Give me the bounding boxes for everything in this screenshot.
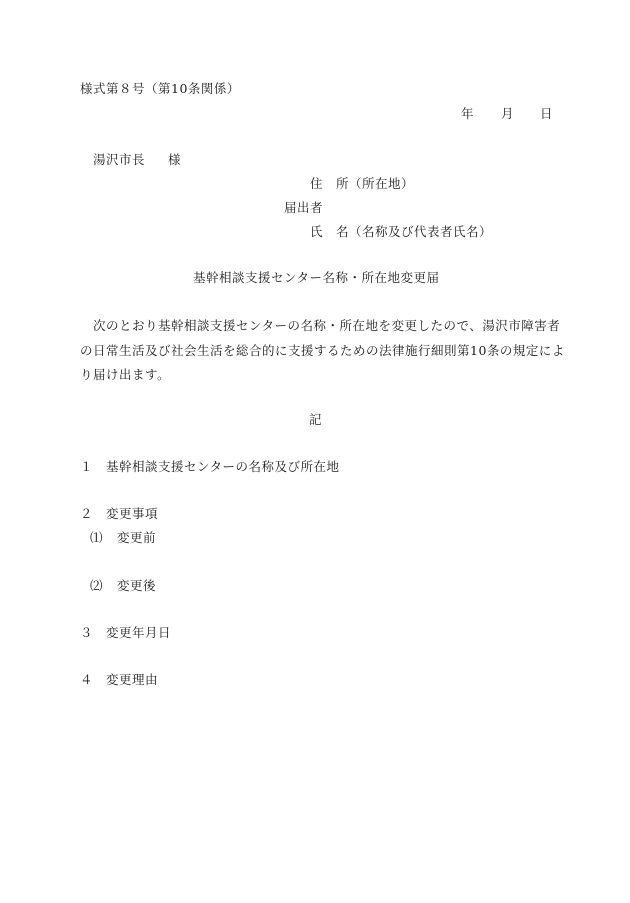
notifier-name-label-1: 氏 — [310, 224, 324, 239]
document-title: 基幹相談支援センター名称・所在地変更届 — [193, 270, 440, 285]
notifier-role: 届出者 — [284, 200, 324, 215]
item-1-number: １ — [80, 459, 94, 474]
item-4-number: ４ — [80, 672, 94, 687]
item-2-1-label: 変更前 — [117, 530, 157, 545]
item-2-label: 変更事項 — [106, 506, 159, 521]
form-number: 様式第８号（第10条関係） — [80, 81, 240, 96]
notifier-address-label-2: 所（所在地） — [336, 176, 415, 191]
notifier-address-label-1: 住 — [310, 176, 324, 191]
date-month: 月 — [501, 106, 515, 121]
date-year: 年 — [461, 106, 475, 121]
ki-mark: 記 — [309, 412, 323, 427]
item-2-2-label: 変更後 — [117, 578, 157, 593]
item-3-label: 変更年月日 — [106, 625, 172, 640]
item-2-number: ２ — [80, 506, 94, 521]
notifier-name-label-2: 名（名称及び代表者氏名） — [336, 224, 493, 239]
addressee-honorific: 様 — [168, 152, 182, 167]
body-line-2: の日常生活及び社会生活を総合的に支援するための法律施行細則第10条の規定によ — [80, 343, 565, 358]
addressee-city-mayor: 湯沢市長 — [93, 152, 146, 167]
item-4-label: 変更理由 — [106, 672, 159, 687]
item-1-label: 基幹相談支援センターの名称及び所在地 — [106, 459, 340, 474]
body-line-1: 次のとおり基幹相談支援センターの名称・所在地を変更したので、湯沢市障害者 — [93, 318, 561, 333]
body-line-3: り届け出ます。 — [80, 367, 171, 382]
item-2-2-number: ⑵ — [90, 578, 104, 593]
item-3-number: ３ — [80, 625, 94, 640]
date-day: 日 — [540, 106, 554, 121]
item-2-1-number: ⑴ — [90, 530, 104, 545]
